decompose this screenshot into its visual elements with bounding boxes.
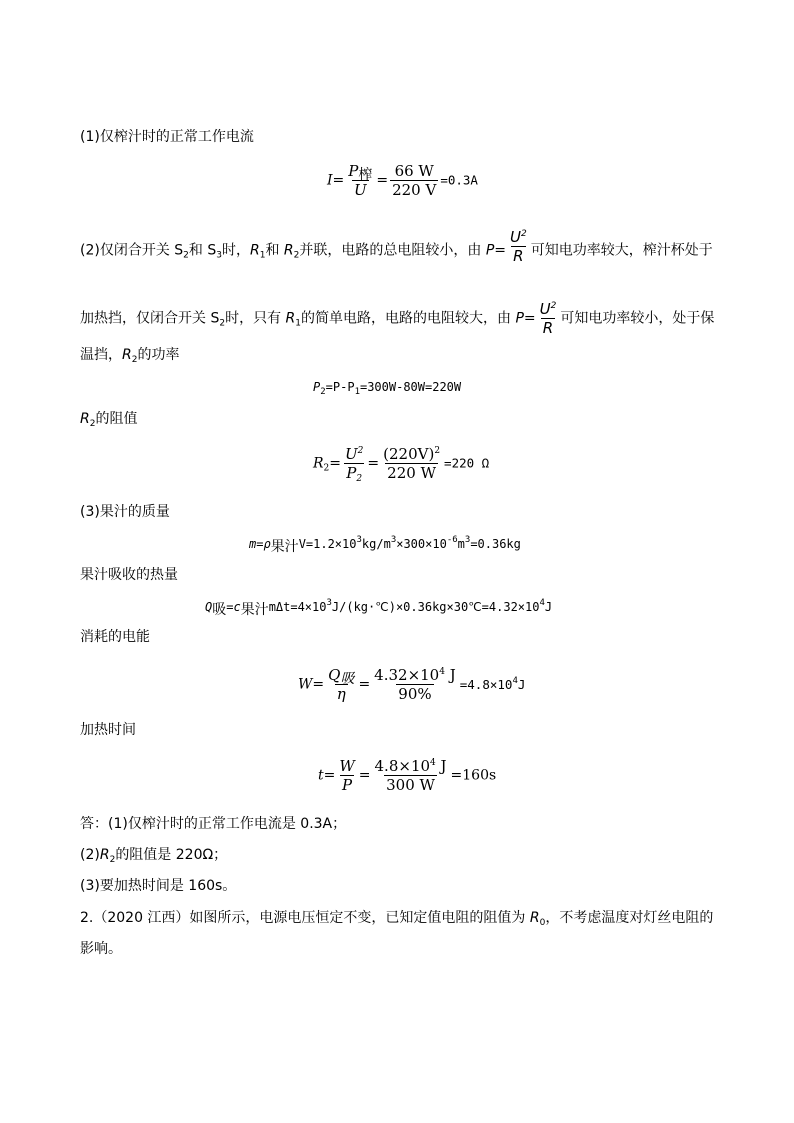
juice-mass-equation: $m=\rho_{果汁}V=1.2\times 10^3kg/m^3\times 300\times 10^{-6}m^3=0.36kg$ [249,535,521,555]
p2-power-equation: $P_2=P-P_1=300W-80W=220W$ [313,380,462,397]
q3-heading: (3)果汁的质量 [80,504,170,520]
q2-paragraph-line1: (2)仅闭合开关 $S_2$和 $S_3$时，$R_1$和 $R_2$并联，电路的总电阻较小，由 P= $\frac{U^2}{R}$ 可知电功率较大，榨汁杯处于 [80,228,713,265]
electric-energy-equation: W= $\frac{Q_吸}{\eta}$ = $\frac{4.32\times 10^4 J}{90\%}$ $=4.8\times 10^4J$ [298,666,526,703]
heating-time-label: 加热时间 [80,722,136,738]
problem2-line-2: 影响。 [80,941,122,957]
q2-paragraph-line2: 加热挡，仅闭合开关 $S_2$时，只有 $R_1$的简单电路，电路的电阻较大，由 P= $\frac{U^2}{R}$ 可知电功率较小，处于保 [80,300,715,337]
heating-time-equation: t= $\frac{W}{P}$ = $\frac{4.8\times 10^4 J}{300 W}$ =160s [318,757,497,794]
answer-line-2: $(2)R_2$的阻值是 220Ω； [80,847,228,865]
energy-consumed-label: 消耗的电能 [80,629,150,645]
heat-absorbed-equation: $Q_吸=c_{果汁}m\Delta t=4\times 10^3J/(kg\cdot℃)\times 0.36kg\times 30℃=4.32\times 10^4J$ [205,598,553,618]
answer-line-3: (3)要加热时间是 160s。 [80,878,237,894]
q2-paragraph-line3: 温挡，$R_2$的功率 [80,347,180,365]
q1-current-equation: I= $\frac{P_榨}{U}$ = $\frac{66 W}{220 V}$ =0.3A [327,162,478,199]
r2-resistance-label: $R_2$的阻值 [80,411,138,429]
r2-resistance-equation: $R_2=$ $\frac{U^2}{P_2}$ = $\frac{(220V)^2}{220 W}$ =220 Ω [313,445,490,484]
heat-absorbed-label: 果汁吸收的热量 [80,567,178,583]
answer-line-1: 答：(1)仅榨汁时的正常工作电流是 0.3A； [80,816,347,832]
q1-heading: (1)仅榨汁时的正常工作电流 [80,129,254,145]
problem2-line-1: 2.（2020 江西）如图所示，电源电压恒定不变，已知定值电阻的阻值为 $R_0$，不考虑温度对灯丝电阻的 [80,910,714,928]
